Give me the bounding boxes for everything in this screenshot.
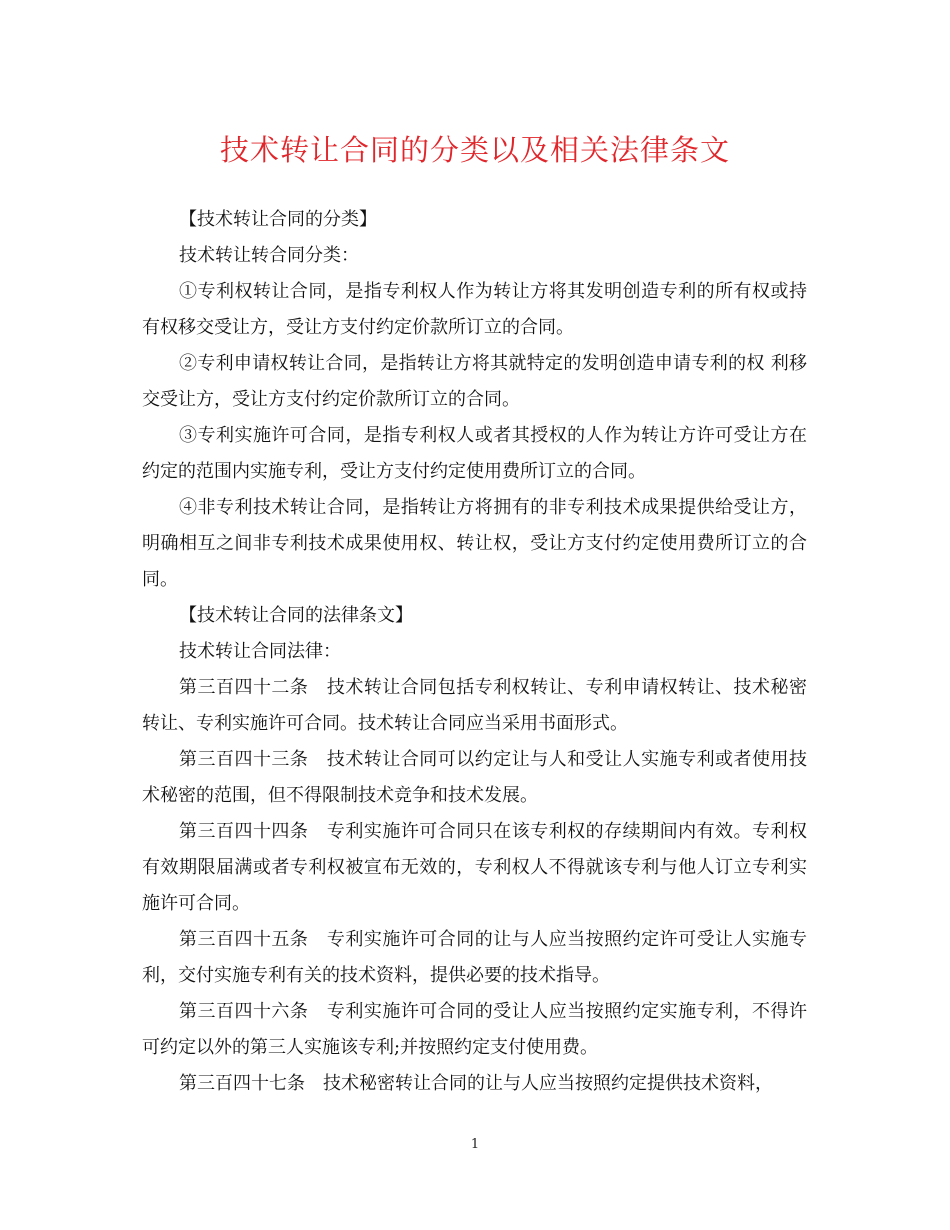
article-346: 第三百四十六条 专利实施许可合同的受让人应当按照约定实施专利，不得许可约定以外的第三人实施该专利;并按照约定支付使用费。 — [142, 1001, 807, 1058]
article-342: 第三百四十二条 技术转让合同包括专利权转让、专利申请权转让、技术秘密转让、专利实施许可合同。技术转让合同应当采用书面形式。 — [142, 677, 807, 734]
article-345: 第三百四十五条 专利实施许可合同的让与人应当按照约定许可受让人实施专利，交付实施专利有关的技术资料，提供必要的技术指导。 — [142, 929, 807, 986]
section-heading-classification: 【技术转让合同的分类】 — [179, 209, 377, 230]
paragraph: ③专利实施许可合同，是指专利权人或者其授权的人作为转让方许可受让方在约定的范围内实施专利，受让方支付约定使用费所订立的合同。 — [142, 425, 807, 482]
paragraph: ②专利申请权转让合同，是指转让方将其就特定的发明创造申请专利的权 利移交受让方，受让方支付约定价款所订立的合同。 — [142, 353, 807, 410]
article-347: 第三百四十七条 技术秘密转让合同的让与人应当按照约定提供技术资料， — [179, 1073, 773, 1094]
paragraph: 技术转让合同法律： — [179, 641, 341, 662]
paragraph: ④非专利技术转让合同，是指转让方将拥有的非专利技术成果提供给受让方，明确相互之间非专利技术成果使用权、转让权，受让方支付约定使用费所订立的合同。 — [142, 497, 807, 590]
article-344: 第三百四十四条 专利实施许可合同只在该专利权的存续期间内有效。专利权有效期限届满或者专利权被宣布无效的，专利权人不得就该专利与他人订立专利实施许可合同。 — [142, 821, 807, 914]
page-number: 1 — [470, 1137, 480, 1152]
article-343: 第三百四十三条 技术转让合同可以约定让与人和受让人实施专利或者使用技术秘密的范围，但不得限制技术竞争和技术发展。 — [142, 749, 807, 806]
paragraph: 技术转让转合同分类： — [179, 245, 359, 266]
paragraph: ①专利权转让合同，是指专利权人作为转让方将其发明创造专利的所有权或持有权移交受让方，受让方支付约定价款所订立的合同。 — [142, 281, 807, 338]
section-heading-legal-provisions: 【技术转让合同的法律条文】 — [179, 605, 413, 626]
document-body — [142, 202, 807, 1102]
document-title: 技术转让合同的分类以及相关法律条文 — [219, 133, 730, 167]
